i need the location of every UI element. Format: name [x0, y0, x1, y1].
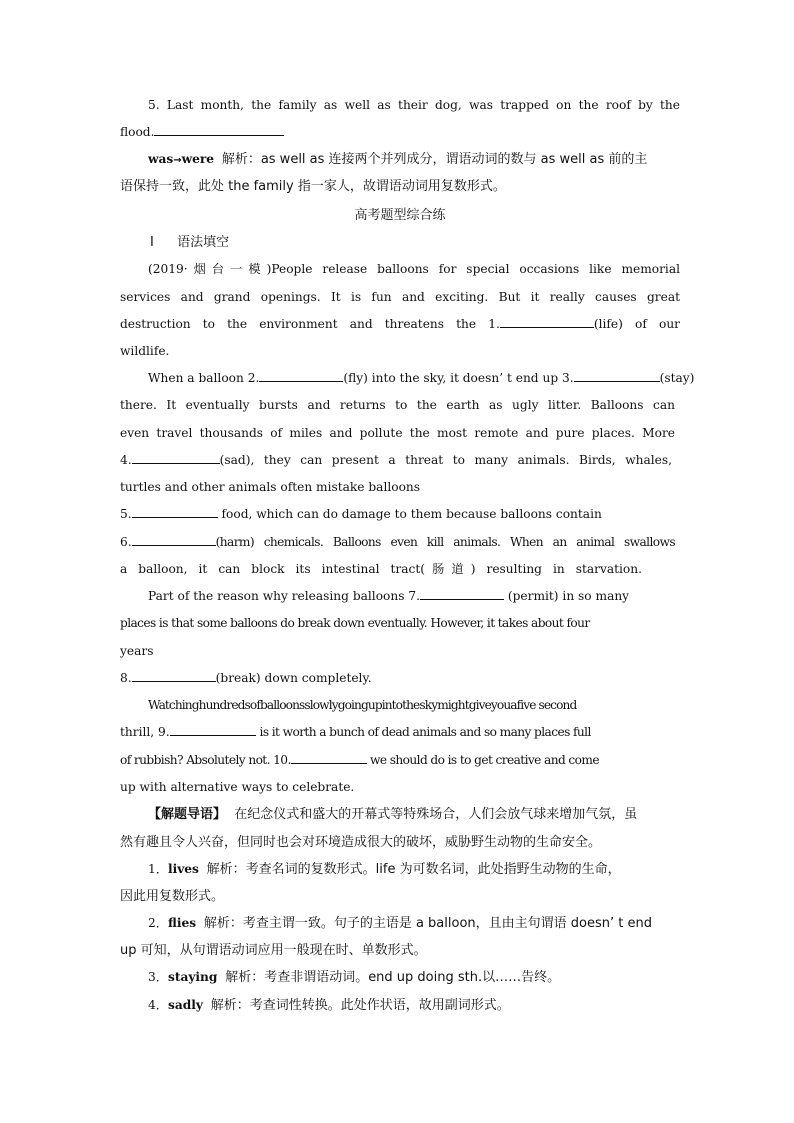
answer-blank-4[interactable]	[132, 451, 220, 464]
answer-item: 3．staying 解析：考查非谓语动词。end up doing sth.以……告终。	[148, 970, 561, 985]
passage-line: 8. (break) down completely.	[120, 671, 372, 685]
answer-item: 1．lives 解析：考查名词的复数形式。life 为可数名词，此处指野生动物的生命，	[148, 862, 621, 877]
solution-guide: 【解题导语】 在纪念仪式和盛大的开幕式等特殊场合，人们会放气球来增加气氛，虽	[148, 807, 638, 822]
answer-blank-9[interactable]	[170, 723, 256, 736]
passage-line: wildlife.	[120, 344, 170, 358]
passage-line: a balloon, it can block its intestinal tract(肠道) resulting in starvation.	[120, 562, 642, 576]
passage-line: thrill, 9. is it worth a bunch of dead animals and so many places full	[120, 725, 591, 739]
q5-line-2: flood.	[120, 119, 680, 146]
answer-blank-8[interactable]	[132, 669, 216, 682]
passage-line: Watchinghundredsofballoonsslowlygoingupintotheskymightgiveyouafive second	[148, 698, 577, 712]
answer-blank-1[interactable]	[500, 315, 594, 328]
answer-blank-2[interactable]	[259, 369, 343, 382]
q5-explanation-1: was→were 解析：as well as 连接两个并列成分，谓语动词的数与 as well as 前的主	[148, 152, 648, 167]
passage-line: even travel thousands of miles and pollute the most remote and pure places. More	[120, 426, 675, 440]
passage-line: 6. (harm) chemicals. Balloons even kill animals. When an animal swallows	[120, 535, 675, 549]
passage-line: Part of the reason why releasing balloons 7. (permit) in so many	[148, 589, 630, 603]
q5-line-1: 5. Last month, the family as well as their dog, was trapped on the roof by the	[148, 98, 680, 112]
answer-corrected: were	[181, 152, 215, 166]
passage-line: of rubbish? Absolutely not. 10. we should do is to get creative and come	[120, 753, 599, 767]
passage-line: destruction to the environment and threatens the 1. (life) of our	[120, 317, 680, 331]
passage-line: places is that some balloons do break down eventually. However, it takes about four	[120, 616, 590, 630]
passage-line: years	[120, 644, 154, 658]
answer-blank[interactable]	[154, 123, 284, 136]
part-heading	[150, 229, 710, 256]
answer-item-cont: 因此用复数形式。	[120, 889, 225, 904]
answer-item-cont: up 可知，从句谓语动词应用一般现在时、单数形式。	[120, 943, 427, 958]
answer-blank-3[interactable]	[574, 369, 660, 382]
part-title: 语法填空	[177, 235, 230, 250]
passage-line: 4. (sad), they can present a threat to many animals. Birds, whales,	[120, 453, 672, 467]
part-roman: Ⅰ	[150, 235, 154, 250]
passage-line: there. It eventually bursts and returns to the earth as ugly litter. Balloons can	[120, 398, 675, 412]
answer-blank-6[interactable]	[132, 533, 216, 546]
section-title: 高考题型综合练	[354, 208, 446, 223]
passage-line: up with alternative ways to celebrate.	[120, 780, 355, 794]
answer-original: was	[148, 152, 174, 166]
q5-explanation-2: 语保持一致，此处 the family 指一家人，故谓语动词用复数形式。	[120, 179, 506, 194]
passage-line: 5. food, which can do damage to them because balloons contain	[120, 507, 602, 521]
guide-label: 【解题导语】	[148, 807, 227, 822]
passage-line: When a balloon 2. (fly) into the sky, it doesn’ t end up 3. (stay)	[148, 371, 695, 385]
passage-line: turtles and other animals often mistake balloons	[120, 480, 421, 494]
answer-item: 2．flies 解析：考查主谓一致。句子的主语是 a balloon，且由主句谓语 doesn’ t end	[148, 916, 652, 931]
answer-blank-5[interactable]	[132, 505, 218, 518]
answer-blank-7[interactable]	[420, 587, 504, 600]
arrow-icon: →	[173, 155, 182, 166]
solution-guide-cont: 然有趣且令人兴奋，但同时也会对环境造成很大的破坏，威胁野生动物的生命安全。	[120, 835, 602, 850]
passage-line: (2019·烟台一模)People release balloons for special occasions like memorial	[148, 262, 680, 276]
answer-blank-10[interactable]	[291, 751, 367, 764]
passage-line: services and grand openings. It is fun and exciting. But it really causes great	[120, 290, 680, 304]
answer-item: 4．sadly 解析：考查词性转换。此处作状语，故用副词形式。	[148, 998, 510, 1013]
